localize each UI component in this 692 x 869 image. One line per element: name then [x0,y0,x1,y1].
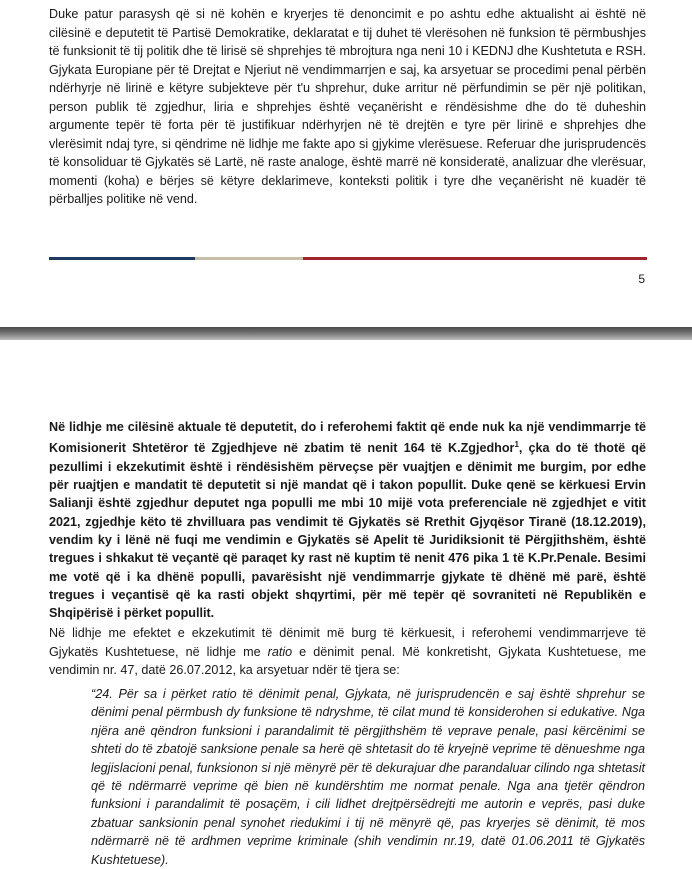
bold-paragraph-part-a: Në lidhje me cilësinë aktuale të deputetit, do i referohemi faktit që ende nuk ka një vendimmarrje të Komisionerit Shtetëror të Zgjedhjeve në zbatim të nenit 164 të K.Zgjedhor [49,420,646,456]
body-paragraph-effects [49,624,646,680]
footnote-reference[interactable]: 1 [514,440,519,450]
footer-rule-beige [195,257,303,260]
page-separator [0,327,692,340]
footer-rule-red [303,257,647,260]
document-page-upper [0,0,692,327]
block-quote: “24. Për sa i përket ratio të dënimit penal, Gjykata, në jurisprudencën e saj është shprehur se dënimi penal përmbush dy funksione të ndryshme, të cilat mund të konsiderohen si edukative. Nga njëra anë qëndron funksioni i parandalimit të përgjithshëm të veprave penale, pasi kërcënimi se shteti do të zbatojë sanksione penale sa herë që shtetasit do të kryejnë veprime të dënueshme nga legjislacioni penal, funksionon si një mënyrë për të dekurajuar dhe parandaluar cilindo nga shtetasit që të ndërmarrë veprime që bien në kundërshtim me normat penale. Nga ana tjetër qëndron funksioni i parandalimit të posaçëm, i cili lidhet drejtpërsëdrejti me autorin e veprës, pasi duke zbatuar sanksionin penal synohet riedukimi i tij në mënyrë që, pas kryerjes së dënimit, të mos ndërmarrë në të ardhmen veprime kriminale (shih vendimin nr.19, datë 01.06.2011 të Gjykatës Kushtetuese). [91,687,645,867]
paragraph-part-b: e dënimit penal. Më konkretisht, Gjykata Kushtetuese, me vendimin nr. 47, datë 26.07.2012, ka arsyetuar ndër të tjera se: [49,644,646,678]
paragraph-part-a: Në lidhje me efektet e ekzekutimit të dënimit më burg të kërkuesit, i referohemi vendimmarrjeve të Gjykatës Kushtetuese, në lidhje me [49,626,646,659]
bold-paragraph [49,418,646,622]
ratio-term: ratio [267,644,293,659]
body-paragraph: Duke patur parasysh që si në kohën e kryerjes të denoncimit e po ashtu edhe aktualisht ai është në cilësinë e deputetit të Partisë Demokratike, deklaratat e tij duhet të vlerësohen në funksion të përmbushjes të funksionit të tij politik dhe të lirisë së shprehjes të mbrojtura nga neni 10 i KEDNJ dhe Kushtetuta e RSH. Gjykata Europiane për të Drejtat e Njeriut në vendimmarrjen e saj, ka arsyetuar se procedimi penal përbën ndërhyrje në lirinë e këtyre subjekteve për t'u shprehur, duke arritur në përfundimin se për një politikan, person publik të zgjedhur, liria e shprehjes është veçanërisht e rëndësishme dhe do të duheshin argumente tepër të forta për të justifikuar ndërhyrjen në të drejtën e tyre për lirinë e shprehjes dhe vlerësimit ndaj tyre, si qëndrime në lidhje me fakte apo si gjykime vlerësuese. Referuar dhe jurisprudencës të konsoliduar të Gjykatës së Lartë, në raste analoge, është marrë në konsideratë, analizuar dhe vlerësuar, momenti (koha) e bërjes së këtyre deklarimeve, konteksti politik i tyre dhe veçanërisht në kuadër të përballjes politike në vend. [49,7,646,207]
bold-paragraph-part-b: , çka do të thotë që pezullimi i ekzekutimit është i rëndësishëm përveçse për vuajtjen e dënimit me burgim, por edhe për ruajtjen e mandatit të deputetit si një mandat që i takon popullit. Duke qenë se kërkuesi Ervin Salianji është zgjedhur deputet nga populli me mbi 10 mijë vota preferenciale në zgjedhjet e vitit 2021, zgjedhje këto të zhvilluara pas vendimit të Gjykatës së Rrethit Gjyqësor Tiranë (18.12.2019), vendim ky i lënë në fuqi me vendimin e Gjykatës së Apelit të Juridiksionit të Përgjithshëm, është tregues i shkakut të veçantë që paraqet ky rast në kuptim të nenit 476 pika 1 të K.Pr.Penale. Besimi me votë që i ka dhënë populli, pavarësisht një vendimmarrje gjykate të dhënë më parë, është tregues i veçantisë që ka rasti objekt shqyrtimi, për më tepër që sovraniteti në Republikën e Shqipërisë i përket popullit. [49,441,646,621]
footer-rule-blue [49,257,195,260]
page-number: 5 [638,272,645,286]
